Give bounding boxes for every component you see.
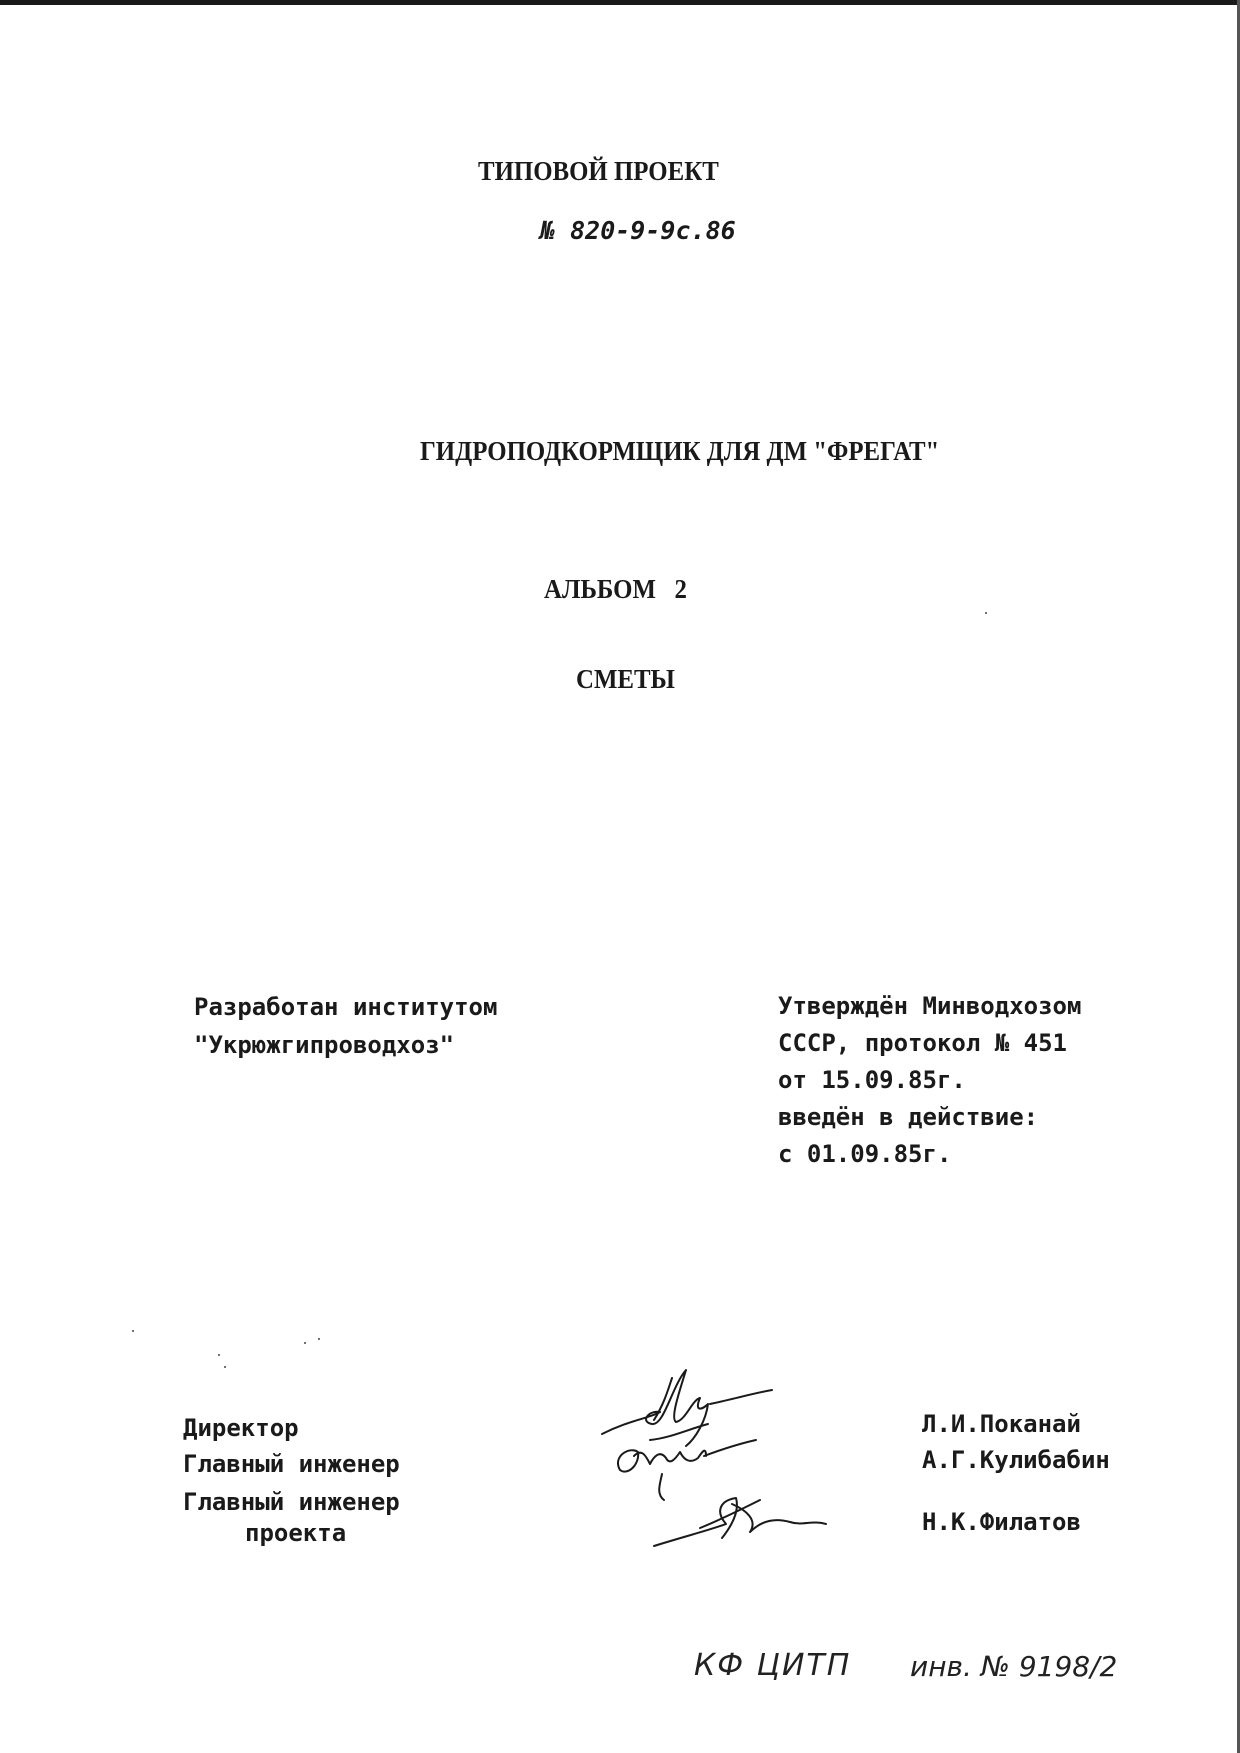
signatures-image [590,1360,890,1560]
approval-line-4: введён в действие: [778,1103,1039,1131]
speck [132,1330,134,1332]
developer-line: Разработан институтом [194,993,498,1021]
top-border [0,0,1240,5]
chief-engineer-title: Главный инженер [183,1450,400,1478]
inventory-number: инв. № 9198/2 [910,1650,1118,1683]
speck [224,1366,226,1368]
chief-engineer-name: А.Г.Кулибабин [922,1446,1110,1474]
approval-line-5: с 01.09.85г. [778,1140,952,1168]
speck [304,1342,306,1344]
speck [985,612,987,614]
project-chief-title: Главный инженер [183,1488,400,1516]
speck [318,1338,320,1340]
approval-block [778,988,1081,1173]
project-chief-name: Н.К.Филатов [922,1508,1081,1536]
signatory-names [922,1406,1110,1540]
document-subject: ГИДРОПОДКОРМЩИК ДЛЯ ДМ "ФРЕГАТ" [420,436,940,466]
album-label: АЛЬБОМ 2 [544,574,687,604]
project-chief-title-cont: проекта [245,1519,347,1547]
archive-stamp: КФ ЦИТП [694,1648,852,1683]
approval-line-1: Утверждён Минводхозом [778,992,1082,1020]
speck [218,1354,220,1356]
project-number: № 820-9-9с.86 [540,216,736,245]
section-title: СМЕТЫ [576,664,675,694]
director-name: Л.И.Поканай [922,1410,1081,1438]
project-type-title: ТИПОВОЙ ПРОЕКТ [478,156,719,186]
approval-line-2: СССР, протокол № 451 [778,1029,1067,1057]
developer-block [194,988,497,1064]
signatory-titles [183,1410,400,1546]
approval-line-3: от 15.09.85г. [778,1066,966,1094]
director-title: Директор [183,1414,299,1442]
developer-institute: "Укрюжгипроводхоз" [194,1031,455,1059]
